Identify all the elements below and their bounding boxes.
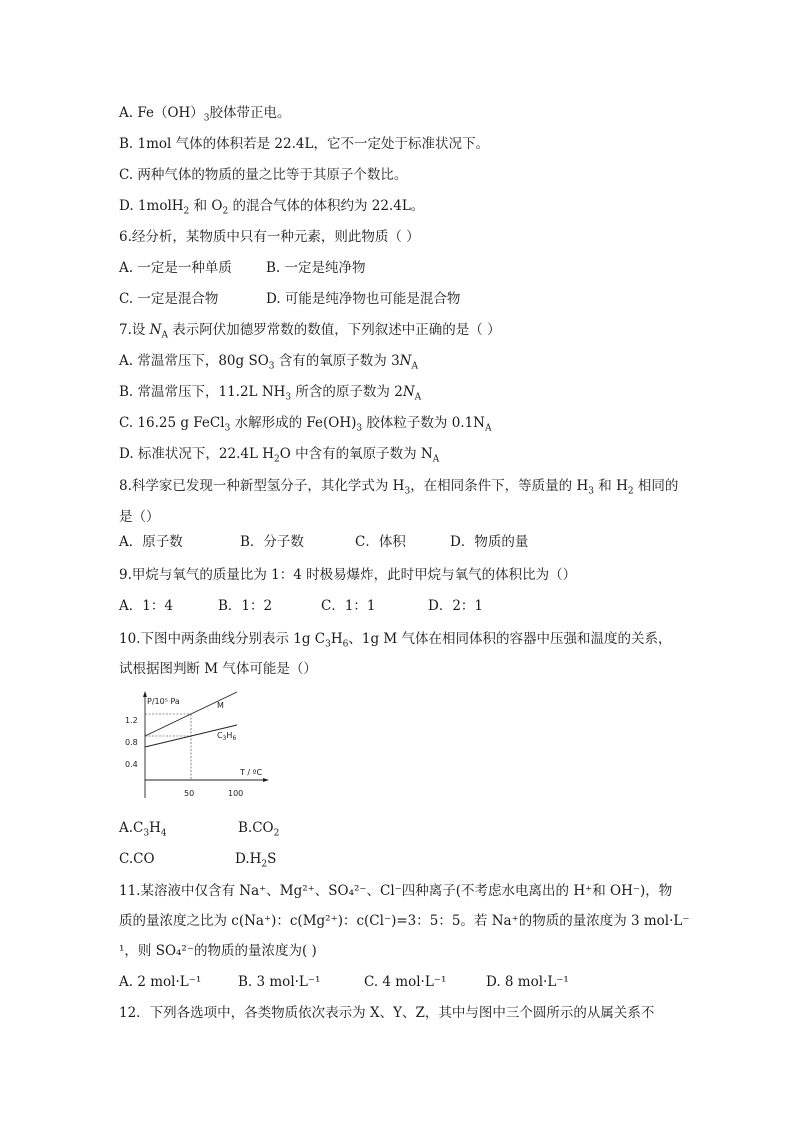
q9-option-b: B．1：2	[218, 598, 273, 614]
q9-option-d: D．2：1	[428, 598, 484, 614]
x-axis-label: T / ºC	[240, 768, 263, 777]
y-axis-label: P/10⁵ Pa	[147, 697, 180, 706]
series-label-m: M	[217, 701, 224, 710]
q9-option-c: C．1：1	[321, 598, 376, 614]
q11-option-b: B. 3 mol·L⁻¹	[238, 974, 321, 990]
q10-option-c: C.CO	[119, 851, 155, 867]
q11-stem-line2: 质的量浓度之比为 c(Na⁺)：c(Mg²⁺)：c(Cl⁻)=3：5：5。若 Na⁺的物质的量浓度为 3 mol·L⁻	[119, 913, 690, 929]
x-tick-50: 50	[184, 789, 195, 798]
q8-stem: 8.科学家已发现一种新型氢分子，其化学式为 $H_3$，在相同条件下，等质量的 $H_3$ 和 $H_2$ 相同的	[119, 478, 679, 497]
q6-option-a: A. 一定是一种单质	[119, 260, 232, 276]
q9-option-a: A．1：4	[119, 598, 173, 614]
q5-option-a: A. $Fe(OH)_3$胶体带正电。	[119, 105, 291, 124]
q8-stem-line2: 是（）	[119, 509, 160, 525]
q5-option-c: C. 两种气体的物质的量之比等于其原子个数比。	[119, 167, 408, 183]
q7-option-d: D. 标准状况下，22.4L $H_2O$ 中含有的氧原子数为 $N_A$	[119, 446, 440, 465]
q8-option-c: C．体积	[355, 534, 406, 550]
q6-option-d: D. 可能是纯净物也可能是混合物	[266, 291, 461, 307]
q11-option-d: D. 8 mol·L⁻¹	[486, 974, 569, 990]
q10-option-b: $B.CO_2$	[238, 820, 280, 839]
q10-stem: 10.下图中两条曲线分别表示 1g $C_3H_6$、1g M 气体在相同体积的容器中压强和温度的关系，	[119, 631, 672, 650]
q10-option-d: $D.H_2S$	[235, 851, 277, 870]
q7-stem: 7.设 $N_A$ 表示阿伏加德罗常数的数值，下列叙述中正确的是（ ）	[119, 322, 501, 341]
q6-option-b: B. 一定是纯净物	[266, 260, 366, 276]
q5-option-d: D. 1molH$_2$ 和 $O_2$ 的混合气体的体积约为 22.4L。	[119, 198, 425, 217]
q6-stem: 6.经分析，某物质中只有一种元素，则此物质（ ）	[119, 229, 420, 245]
y-tick-1-2: 1.2	[125, 716, 138, 725]
q8-option-b: B．分子数	[240, 534, 304, 550]
q8-option-d: D．物质的量	[450, 534, 529, 550]
q10-stem-line2: 试根据图判断 M 气体可能是（）	[119, 661, 317, 677]
q9-stem: 9.甲烷与氧气的质量比为 1：4 时极易爆炸，此时甲烷与氧气的体积比为（）	[119, 567, 577, 583]
q11-option-a: A. 2 mol·L⁻¹	[119, 974, 202, 990]
series-label-c3h6: $C_3H_6$	[217, 731, 237, 742]
y-tick-0-8: 0.8	[125, 738, 138, 747]
q7-option-c: C. 16.25 g FeCl$_3$ 水解形成的 $Fe(OH)_3$ 胶体粒子数为 $0.1N_A$	[119, 415, 492, 434]
q11-stem-line1: 11.某溶液中仅含有 Na⁺、Mg²⁺、SO₄²⁻、Cl⁻四种离子(不考虑水电离出的 H⁺和 OH⁻)，物	[119, 883, 673, 899]
q11-stem-line3: ¹，则 SO₄²⁻的物质的量浓度为( )	[119, 943, 317, 959]
q10-option-a: $A.C_3H_4$	[119, 820, 167, 839]
x-tick-100: 100	[228, 789, 244, 798]
q12-stem: 12．下列各选项中，各类物质依次表示为 X、Y、Z，其中与图中三个圆所示的从属关系不	[119, 1005, 655, 1021]
y-tick-0-4: 0.4	[125, 760, 138, 769]
q7-option-b: B. 常温常压下，11.2L $NH_3$ 所含的原子数为 $2N_A$	[119, 384, 422, 403]
x-axis-arrow	[263, 778, 269, 782]
q8-option-a: A．原子数	[119, 534, 183, 550]
q5-option-b: B. 1mol 气体的体积若是 22.4L，它不一定处于标准状况下。	[119, 136, 489, 152]
q7-option-a: A. 常温常压下，80g $SO_3$ 含有的氧原子数为 $3N_A$	[119, 353, 418, 372]
q6-option-c: C. 一定是混合物	[119, 291, 219, 307]
pressure-temperature-chart	[118, 688, 278, 803]
q11-option-c: C. 4 mol·L⁻¹	[364, 974, 447, 990]
